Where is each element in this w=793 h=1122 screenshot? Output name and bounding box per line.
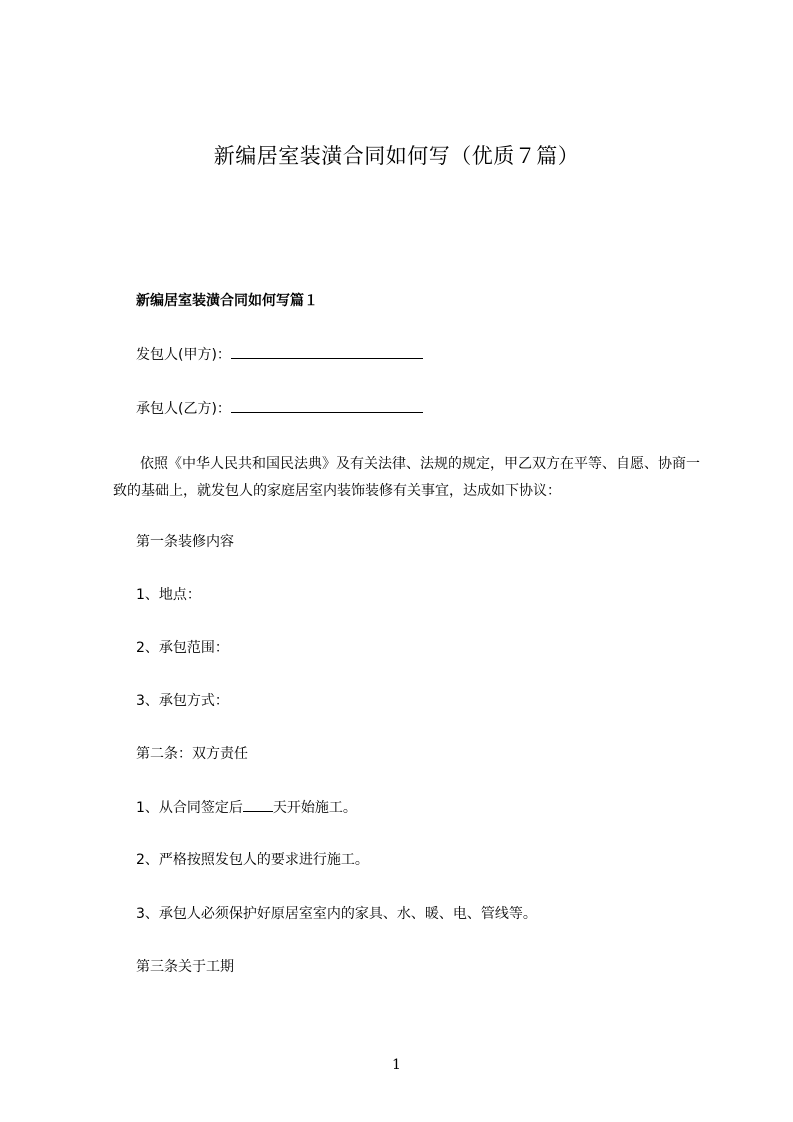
article-2-item-1-start: 1、从合同签定后 bbox=[136, 800, 243, 816]
article-1-item-location: 1、地点： bbox=[136, 587, 201, 603]
article-1-title: 第一条装修内容 bbox=[136, 534, 234, 550]
party-b-blank bbox=[231, 398, 423, 413]
party-a-blank bbox=[231, 344, 423, 359]
article-2-item-2: 2、严格按照发包人的要求进行施工。 bbox=[136, 852, 369, 868]
section-heading: 新编居室装潢合同如何写篇１ bbox=[136, 293, 318, 309]
page-number: 1 bbox=[392, 1057, 401, 1073]
article-2-title: 第二条：双方责任 bbox=[136, 746, 248, 762]
article-3-title: 第三条关于工期 bbox=[136, 959, 234, 975]
document-title: 新编居室装潢合同如何写（优质７篇） bbox=[213, 144, 580, 168]
article-2-item-1-end: 天开始施工。 bbox=[272, 800, 357, 816]
article-1-item-scope: 2、承包范围： bbox=[136, 640, 229, 656]
article-2-item-1 bbox=[136, 797, 357, 818]
party-a-label: 发包人(甲方)： bbox=[136, 347, 231, 363]
party-b-label: 承包人(乙方)： bbox=[136, 401, 231, 417]
intro-paragraph: 依照《中华人民共和国民法典》及有关法律、法规的规定，甲乙双方在平等、自愿、协商一致的基础上，就发包人的家庭居室内装饰装修有关事宜，达成如下协议： bbox=[113, 456, 700, 499]
article-1-item-method: 3、承包方式： bbox=[136, 693, 229, 709]
days-blank bbox=[243, 797, 273, 812]
party-a-line bbox=[136, 344, 423, 365]
article-2-item-3: 3、承包人必须保护好原居室室内的家具、水、暖、电、管线等。 bbox=[136, 906, 537, 922]
party-b-line bbox=[136, 398, 423, 419]
